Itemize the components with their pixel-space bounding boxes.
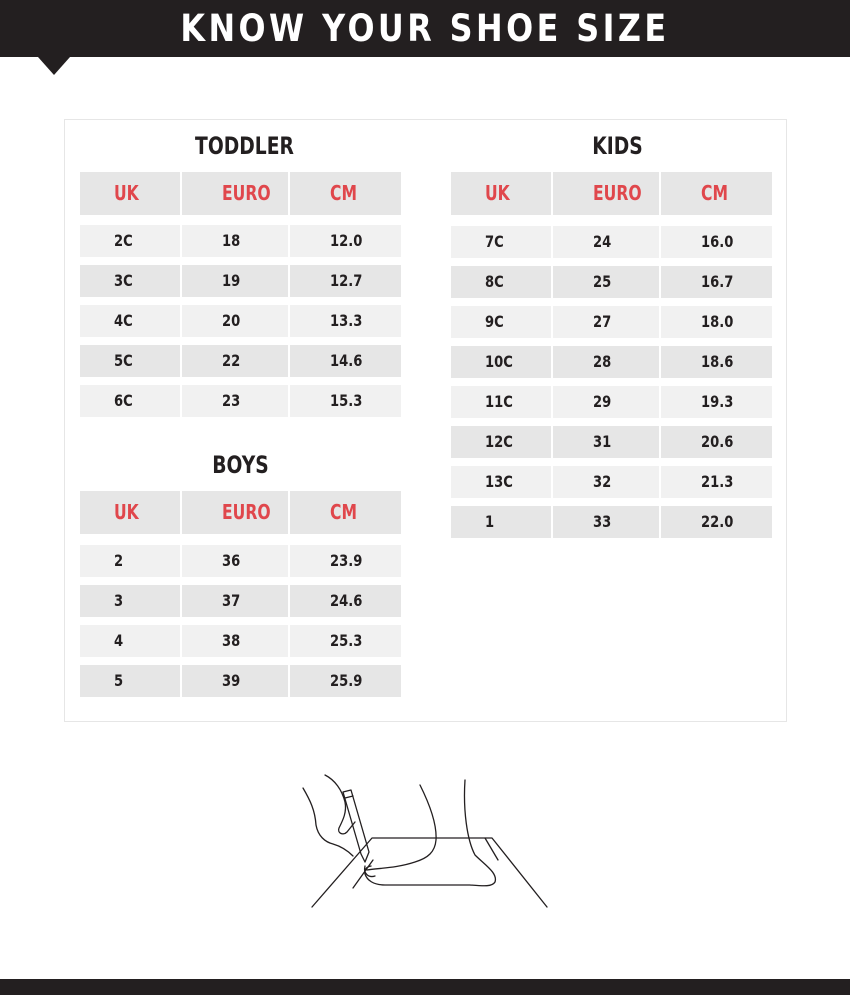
boys-cell-uk: 4 (80, 625, 180, 657)
boys-header-uk: UK (80, 491, 180, 534)
kids-cell-uk: 1 (451, 506, 551, 538)
kids-cell-cm: 18.0 (661, 306, 772, 338)
kids-cell-uk: 13C (451, 466, 551, 498)
boys-cell-cm: 24.6 (290, 585, 401, 617)
boys-cell-cm: 25.3 (290, 625, 401, 657)
kids-cell-euro: 28 (553, 346, 659, 378)
foot-measuring-icon (295, 770, 555, 915)
kids-cell-uk: 11C (451, 386, 551, 418)
toddler-cell-cm: 13.3 (290, 305, 401, 337)
toddler-cell-euro: 19 (182, 265, 288, 297)
kids-cell-uk: 8C (451, 266, 551, 298)
kids-header-uk: UK (451, 172, 551, 215)
paper-sheet-outline (312, 838, 547, 907)
boys-cell-uk: 2 (80, 545, 180, 577)
toddler-cell-cm: 12.7 (290, 265, 401, 297)
toddler-cell-uk: 5C (80, 345, 180, 377)
kids-cell-uk: 9C (451, 306, 551, 338)
leg-back (365, 780, 496, 886)
kids-cell-uk: 7C (451, 226, 551, 258)
kids-cell-euro: 33 (553, 506, 659, 538)
toddler-cell-euro: 23 (182, 385, 288, 417)
kids-cell-euro: 24 (553, 226, 659, 258)
boys-cell-cm: 25.9 (290, 665, 401, 697)
kids-cell-cm: 21.3 (661, 466, 772, 498)
toddler-cell-cm: 15.3 (290, 385, 401, 417)
leg-front (367, 785, 436, 870)
kids-cell-cm: 16.0 (661, 226, 772, 258)
heel-shadow (485, 838, 498, 860)
kids-cell-cm: 22.0 (661, 506, 772, 538)
boys-cell-euro: 38 (182, 625, 288, 657)
footer-bar (0, 979, 850, 995)
banner-notch (38, 57, 70, 75)
kids-cell-cm: 18.6 (661, 346, 772, 378)
kids-cell-uk: 10C (451, 346, 551, 378)
boys-cell-euro: 39 (182, 665, 288, 697)
pencil-band (345, 796, 353, 798)
toddler-cell-cm: 14.6 (290, 345, 401, 377)
paper-inner-line (353, 860, 373, 888)
toddler-title: TODDLER (195, 132, 294, 160)
boys-cell-uk: 3 (80, 585, 180, 617)
kids-cell-euro: 25 (553, 266, 659, 298)
toddler-cell-uk: 4C (80, 305, 180, 337)
kids-cell-euro: 32 (553, 466, 659, 498)
toddler-header-cm: CM (290, 172, 401, 215)
kids-title: KIDS (592, 132, 643, 160)
boys-cell-cm: 23.9 (290, 545, 401, 577)
toddler-cell-cm: 12.0 (290, 225, 401, 257)
hand-fingers (325, 775, 355, 834)
boys-cell-euro: 37 (182, 585, 288, 617)
kids-header-euro: EURO (553, 172, 659, 215)
boys-title: BOYS (212, 451, 269, 479)
kids-cell-cm: 19.3 (661, 386, 772, 418)
boys-cell-uk: 5 (80, 665, 180, 697)
kids-cell-uk: 12C (451, 426, 551, 458)
kids-cell-cm: 20.6 (661, 426, 772, 458)
kids-cell-euro: 29 (553, 386, 659, 418)
kids-cell-euro: 27 (553, 306, 659, 338)
toddler-cell-euro: 22 (182, 345, 288, 377)
toddler-cell-euro: 20 (182, 305, 288, 337)
kids-cell-cm: 16.7 (661, 266, 772, 298)
kids-cell-euro: 31 (553, 426, 659, 458)
page-title: KNOW YOUR SHOE SIZE (180, 7, 670, 50)
toddler-cell-uk: 6C (80, 385, 180, 417)
toddler-cell-uk: 3C (80, 265, 180, 297)
toddler-header-euro: EURO (182, 172, 288, 215)
toddler-header-uk: UK (80, 172, 180, 215)
boys-header-euro: EURO (182, 491, 288, 534)
boys-cell-euro: 36 (182, 545, 288, 577)
toddler-cell-uk: 2C (80, 225, 180, 257)
kids-header-cm: CM (661, 172, 772, 215)
toddler-cell-euro: 18 (182, 225, 288, 257)
boys-header-cm: CM (290, 491, 401, 534)
